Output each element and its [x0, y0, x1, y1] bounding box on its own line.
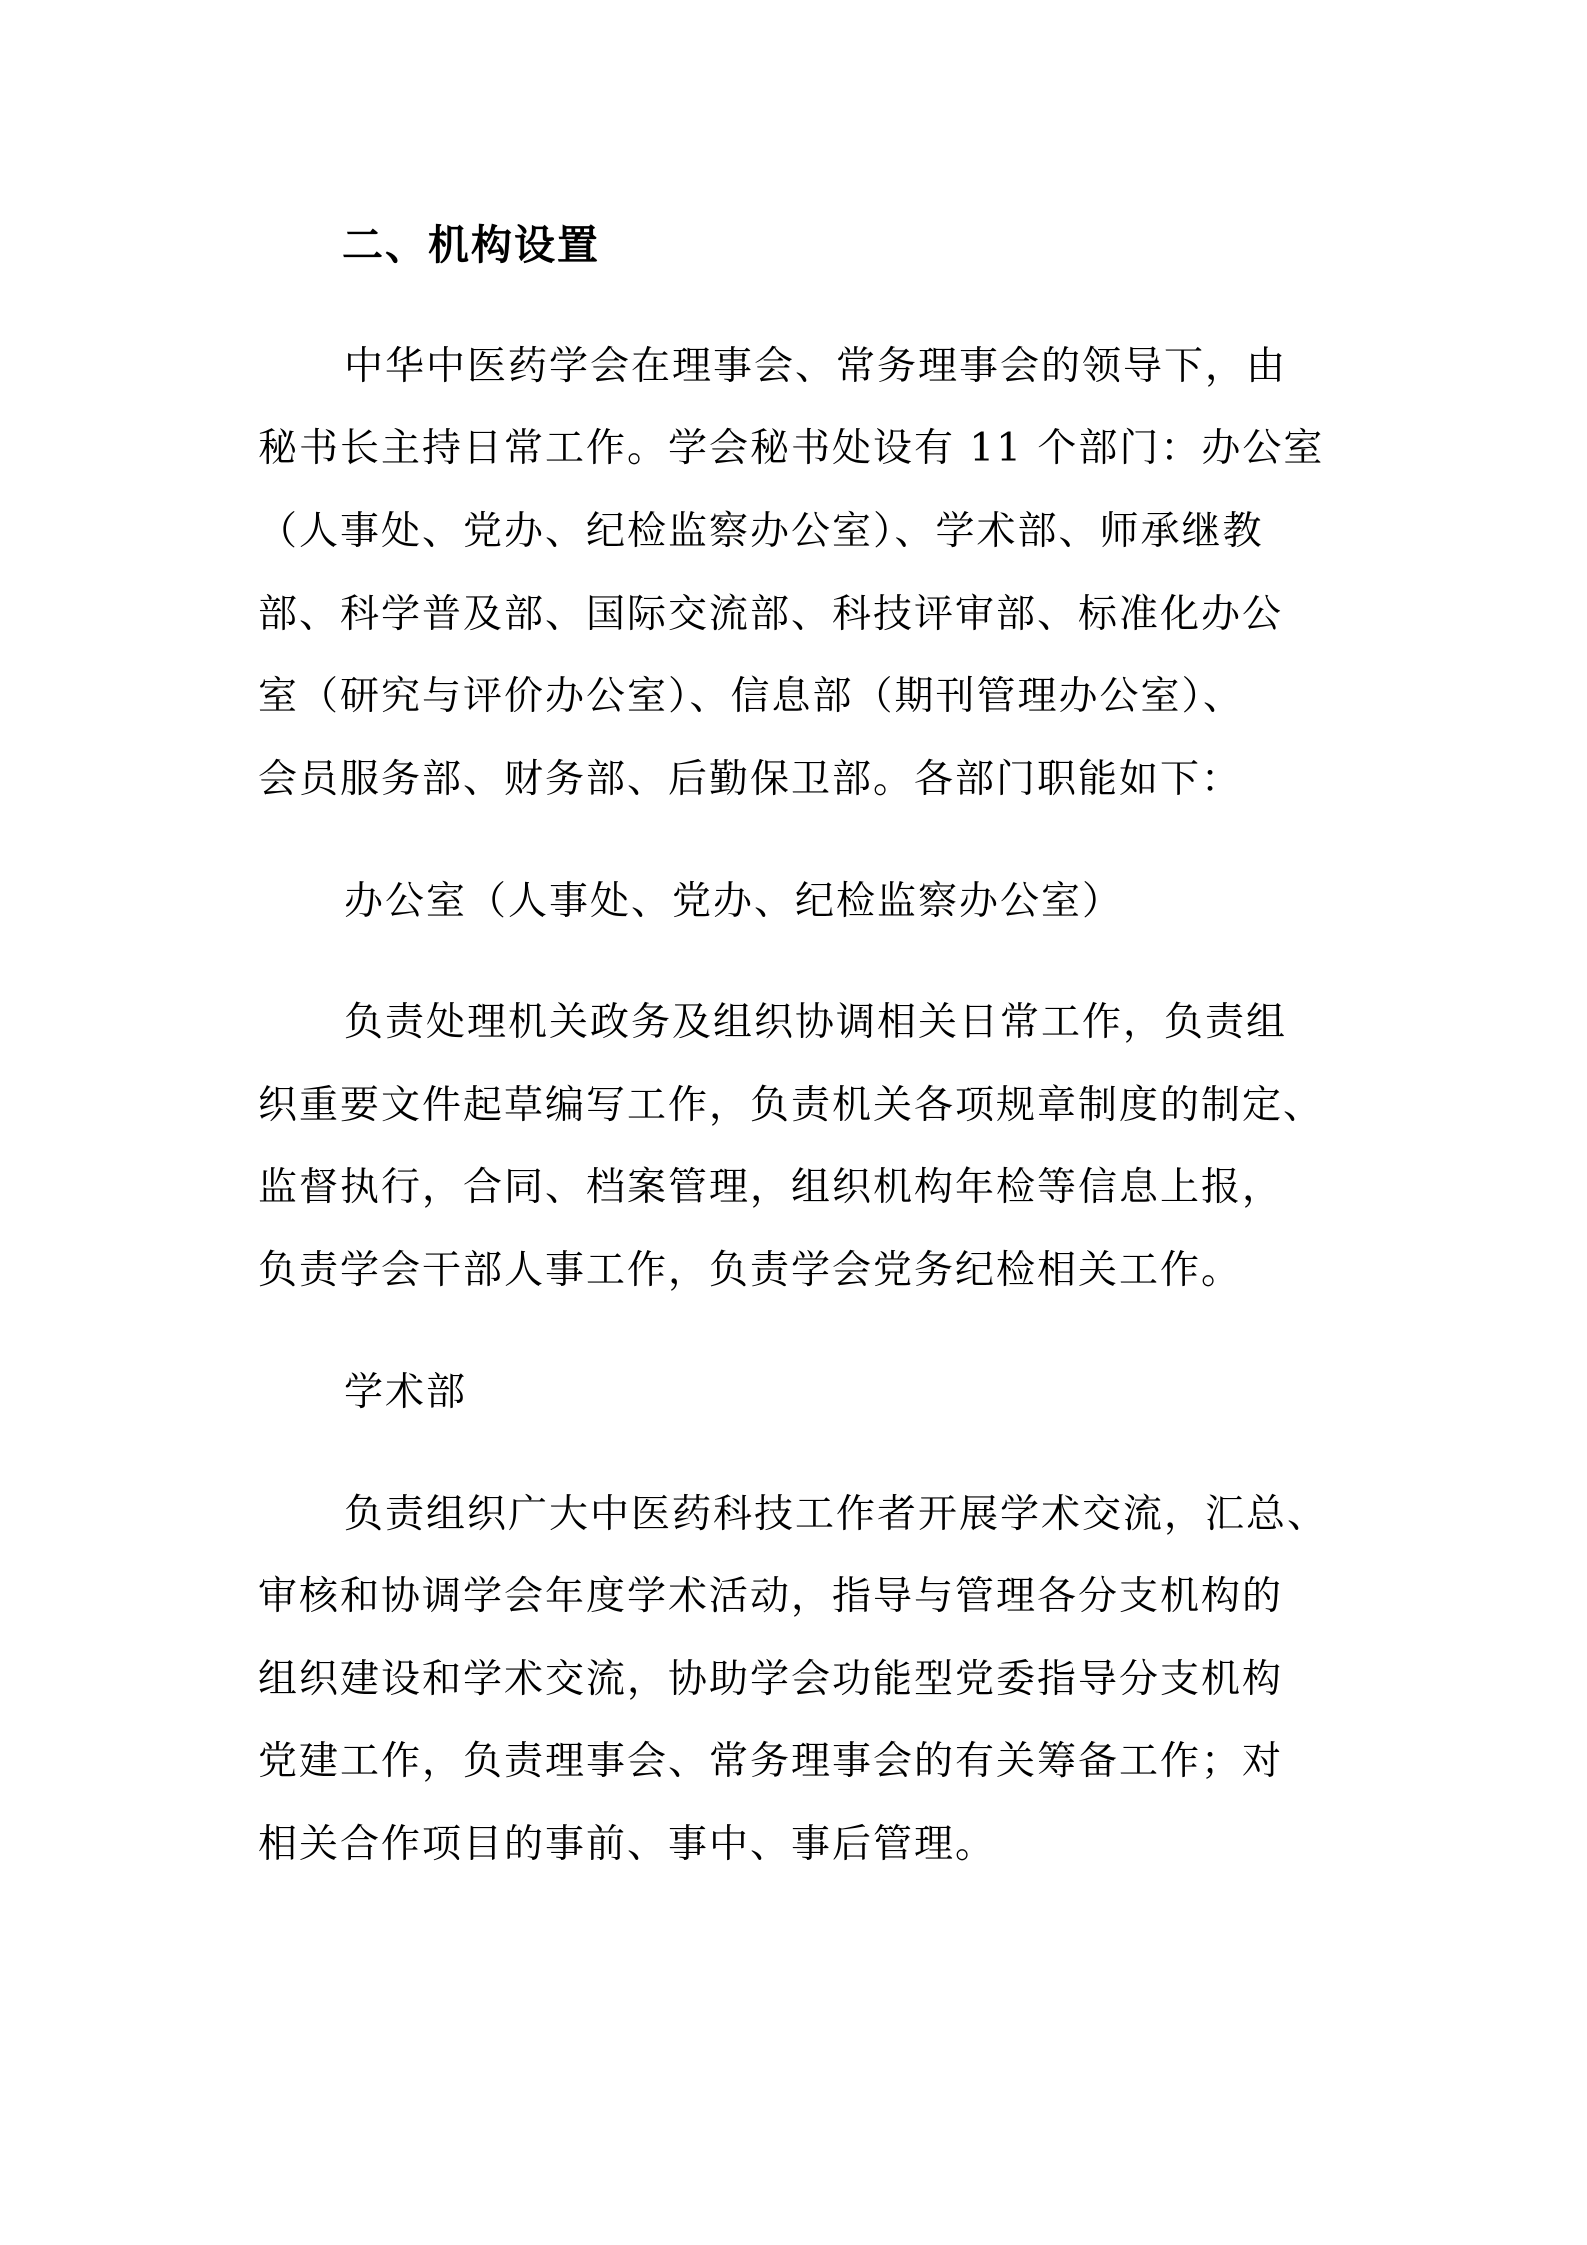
duty-line: 负责学会干部人事工作，负责学会党务纪检相关工作。 — [258, 1248, 1243, 1293]
duty-line: 组织建设和学术交流，协助学会功能型党委指导分支机构 — [258, 1657, 1284, 1702]
duty-line: 负责处理机关政务及组织协调相关日常工作，负责组 — [344, 1000, 1288, 1045]
intro-line: 会员服务部、财务部、后勤保卫部。各部门职能如下： — [258, 757, 1243, 802]
intro-line: 部、科学普及部、国际交流部、科技评审部、标准化办公 — [258, 592, 1284, 637]
intro-line: 中华中医药学会在理事会、常务理事会的领导下，由 — [344, 344, 1288, 389]
intro-line: 室（研究与评价办公室）、信息部（期刊管理办公室）、 — [258, 674, 1245, 719]
duty-line: 负责组织广大中医药科技工作者开展学术交流，汇总、 — [344, 1492, 1329, 1537]
department-heading-office: 办公室（人事处、党办、纪检监察办公室） — [344, 879, 1124, 924]
intro-line: 秘书长主持日常工作。学会秘书处设有 11 个部门：办公室 — [258, 426, 1325, 471]
duty-line: 监督执行，合同、档案管理，组织机构年检等信息上报， — [258, 1165, 1284, 1210]
section-title: 二、机构设置 — [342, 221, 600, 269]
duty-line: 相关合作项目的事前、事中、事后管理。 — [258, 1822, 997, 1867]
duty-line: 审核和协调学会年度学术活动，指导与管理各分支机构的 — [258, 1574, 1284, 1619]
intro-line: （人事处、党办、纪检监察办公室）、学术部、师承继教 — [258, 509, 1264, 554]
department-heading-academic: 学术部 — [344, 1370, 468, 1415]
duty-line: 织重要文件起草编写工作，负责机关各项规章制度的制定、 — [258, 1083, 1325, 1128]
duty-line: 党建工作，负责理事会、常务理事会的有关筹备工作；对 — [258, 1739, 1284, 1784]
